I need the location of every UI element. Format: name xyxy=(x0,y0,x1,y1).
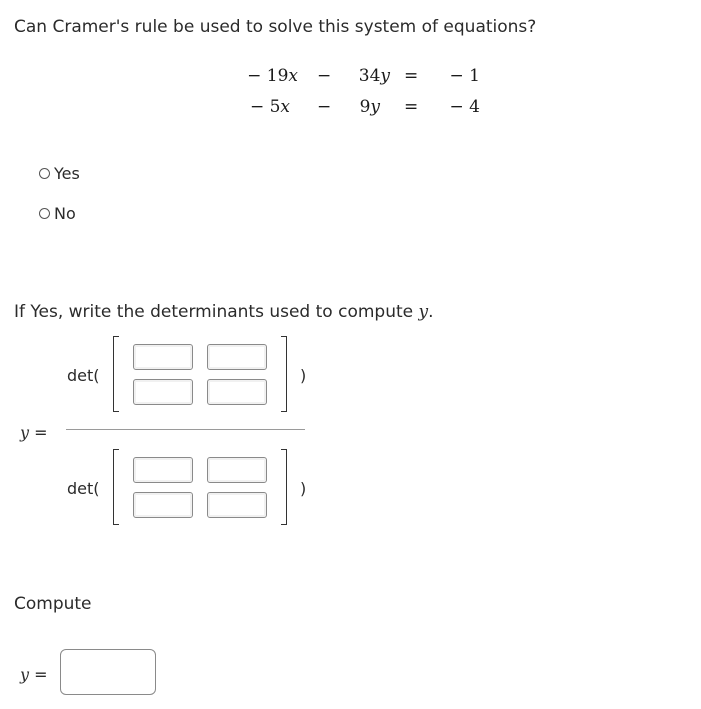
denominator-close-paren: ) xyxy=(300,479,307,498)
numerator-close-paren: ) xyxy=(300,366,307,385)
determinant-question: If Yes, write the determinants used to compute y. xyxy=(14,302,434,322)
option-yes-label: Yes xyxy=(54,164,80,183)
numerator-left-bracket xyxy=(113,336,119,412)
denominator-right-bracket xyxy=(281,449,287,525)
eq1-equals: = xyxy=(404,66,419,86)
radio-yes[interactable] xyxy=(39,168,50,179)
fraction-line xyxy=(66,429,305,430)
numerator-det-label: det( xyxy=(67,366,100,385)
denominator-cell-1-2[interactable] xyxy=(207,457,267,483)
eq1-rhs: − 1 xyxy=(449,66,480,86)
denominator-cell-2-1[interactable] xyxy=(133,492,193,518)
numerator-cell-2-2[interactable] xyxy=(207,379,267,405)
eq2-operator: − xyxy=(317,97,332,117)
numerator-cell-1-1[interactable] xyxy=(133,344,193,370)
denominator-left-bracket xyxy=(113,449,119,525)
numerator-right-bracket xyxy=(281,336,287,412)
option-no-label: No xyxy=(54,204,76,223)
option-yes[interactable] xyxy=(39,164,80,183)
eq2-rhs: − 4 xyxy=(449,97,480,117)
eq2-equals: = xyxy=(404,97,419,117)
compute-y-equals-label: y = xyxy=(20,665,48,684)
eq2-x-term: − 5x xyxy=(249,97,290,117)
denominator-det-label: det( xyxy=(67,479,100,498)
question-text: Can Cramer's rule be used to solve this system of equations? xyxy=(14,17,537,37)
numerator-cell-1-2[interactable] xyxy=(207,344,267,370)
y-equals-label: y = xyxy=(20,423,48,442)
y-answer-input[interactable] xyxy=(60,649,156,695)
eq1-operator: − xyxy=(317,66,332,86)
denominator-cell-2-2[interactable] xyxy=(207,492,267,518)
eq1-x-term: − 19x xyxy=(247,66,298,86)
numerator-cell-2-1[interactable] xyxy=(133,379,193,405)
eq2-y-term: 9y xyxy=(359,97,380,117)
radio-no[interactable] xyxy=(39,208,50,219)
equation-system xyxy=(0,0,701,130)
option-no[interactable] xyxy=(39,204,76,223)
eq1-y-term: 34y xyxy=(358,66,390,86)
compute-label: Compute xyxy=(14,594,92,614)
denominator-cell-1-1[interactable] xyxy=(133,457,193,483)
